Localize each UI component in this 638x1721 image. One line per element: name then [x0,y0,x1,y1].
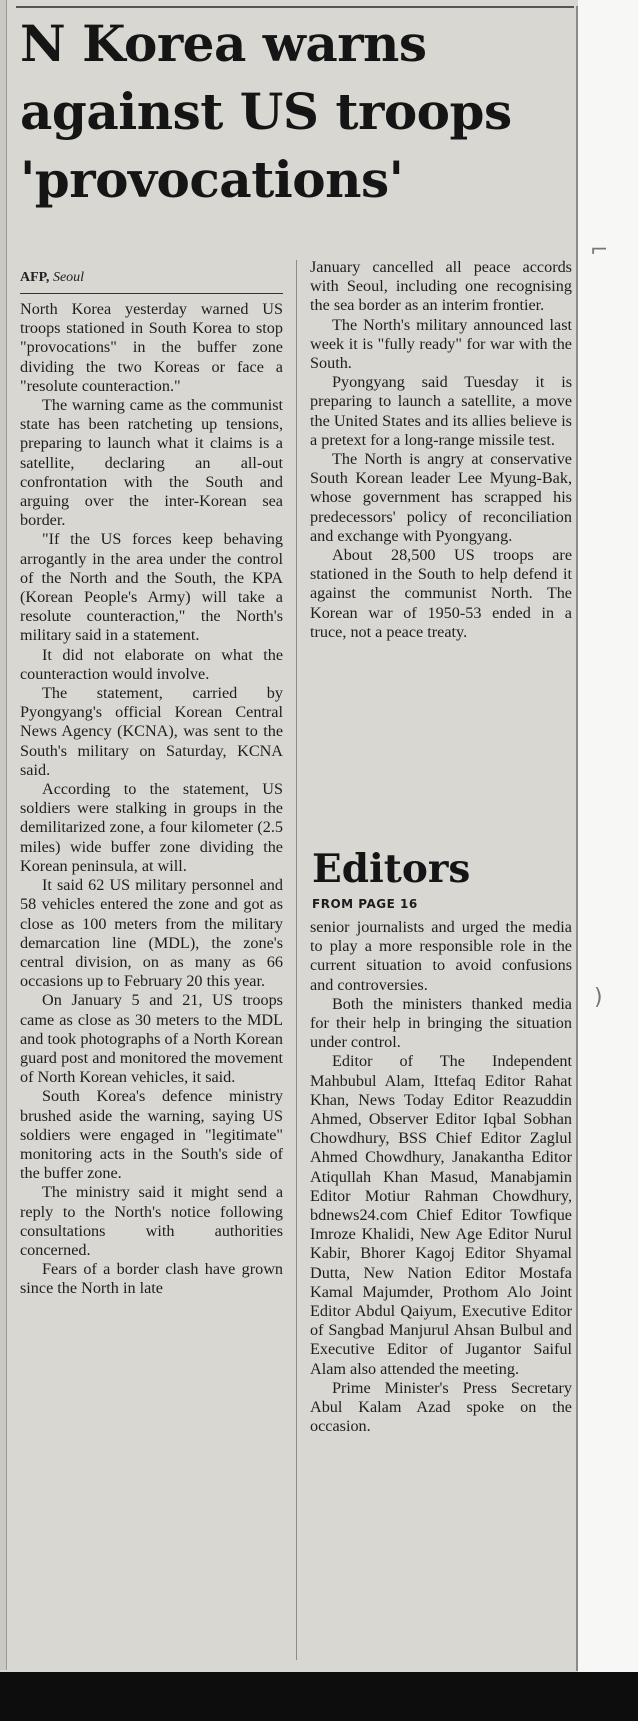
byline-city: Seoul [52,270,85,285]
paragraph: It said 62 US military personnel and 58 vehicles entered the zone and got as close as 100 meters from the military demarcation line (MDL), the zone's central division, on as many as 66 occasions up to February 20 this year. [20,876,283,991]
byline [20,270,280,286]
paragraph: It did not elaborate on what the counteraction would involve. [20,645,283,683]
paragraph: The North is angry at conservative South Korean leader Lee Myung-Bak, whose government has scrapped his predecessors' policy of reconciliation and exchange with Pyongyang. [310,450,572,545]
paragraph: The ministry said it might send a reply to the North's notice following consultations with authorities concerned. [20,1183,283,1259]
column-divider [296,260,297,1660]
paragraph: The statement, carried by Pyongyang's official Korean Central News Agency (KCNA), was sent to the South's military on Saturday, KCNA said. [20,684,283,779]
paragraph: January cancelled all peace accords with Seoul, including one recognising the sea border as an interim frontier. [310,258,572,315]
article-column-2 [310,258,572,642]
byline-rule [20,293,283,294]
paragraph: The North's military announced last week it is "fully ready" for war with the South. [310,315,572,373]
paragraph: Fears of a border clash have grown since the North in late [20,1260,283,1298]
top-rule [16,6,574,8]
article-headline: N Korea warns against US troops 'provocations' [20,14,512,209]
paragraph: Editor of The Independent Mahbubul Alam, Ittefaq Editor Rahat Khan, News Today Editor Reazuddin Ahmed, Observer Editor Iqbal Sobhan Chowdhury, BSS Chief Editor Zaglul Ahmed Chowdhury, Janakantha Editor Atiqullah Khan Masud, Manabjamin Editor Motiur Rahman Chowdhury, bdnews24.com Chief Editor Towfique Imroze Khalidi, New Age Editor Nurul Kabir, Bhorer Kagoj Editor Shyamal Dutta, New Nation Editor Mostafa Kamal Majumder, Prothom Alo Joint Editor Abdul Qaiyum, Executive Editor of Sangbad Manjurul Ahsan Bulbul and Executive Editor of Jugantor Saiful Alam also attended the meeting. [310,1052,572,1378]
paragraph: Both the ministers thanked media for their help in bringing the situation under control. [310,994,572,1052]
paragraph: South Korea's defence ministry brushed aside the warning, saying US soldiers were engaged in "legitimate" monitoring acts in the South's side of the buffer zone. [20,1087,283,1183]
article-column-1 [20,300,283,1299]
pen-mark-icon: ) [594,985,603,1010]
paragraph: The warning came as the communist state has been ratcheting up tensions, preparing to launch what it claims is a satellite, declaring an all-out confrontation with the South and arguing over the inter-Korean sea border. [20,396,283,530]
sidebar-story-headline: Editors [312,846,471,892]
continuation-kicker: FROM PAGE 16 [312,897,418,911]
paragraph: "If the US forces keep behaving arrogantly in the area under the control of the North and the South, the KPA (Korean People's Army) will take a resolute counteraction," the North's military said in a statement. [20,530,283,645]
scan-edge [0,1672,638,1721]
pen-mark-icon: ⌐ [590,238,609,263]
paragraph: senior journalists and urged the media to play a more responsible role in the current situation to avoid confusions and controversies. [310,918,572,994]
byline-agency: AFP, [20,270,50,285]
paragraph: According to the statement, US soldiers were stalking in groups in the demilitarized zone, a four kilometer (2.5 miles) wide buffer zone dividing the Korean peninsula, at will. [20,780,283,875]
paragraph: About 28,500 US troops are stationed in the South to help defend it against the communist North. The Korean war of 1950-53 ended in a truce, not a peace treaty. [310,546,572,641]
paragraph: North Korea yesterday warned US troops stationed in South Korea to stop "provocations" in the buffer zone dividing the two Koreas or face a "resolute counteraction." [20,300,283,395]
paragraph: Prime Minister's Press Secretary Abul Kalam Azad spoke on the occasion. [310,1378,572,1436]
right-column-rule [576,6,578,1671]
paragraph: On January 5 and 21, US troops came as close as 30 meters to the MDL and took photographs of a North Korean guard post and monitored the movement of North Korean vehicles, it said. [20,991,283,1087]
paragraph: Pyongyang said Tuesday it is preparing to launch a satellite, a move the United States and its allies believe is a pretext for a long-range missile test. [310,373,572,449]
sidebar-story-column [310,918,572,1436]
